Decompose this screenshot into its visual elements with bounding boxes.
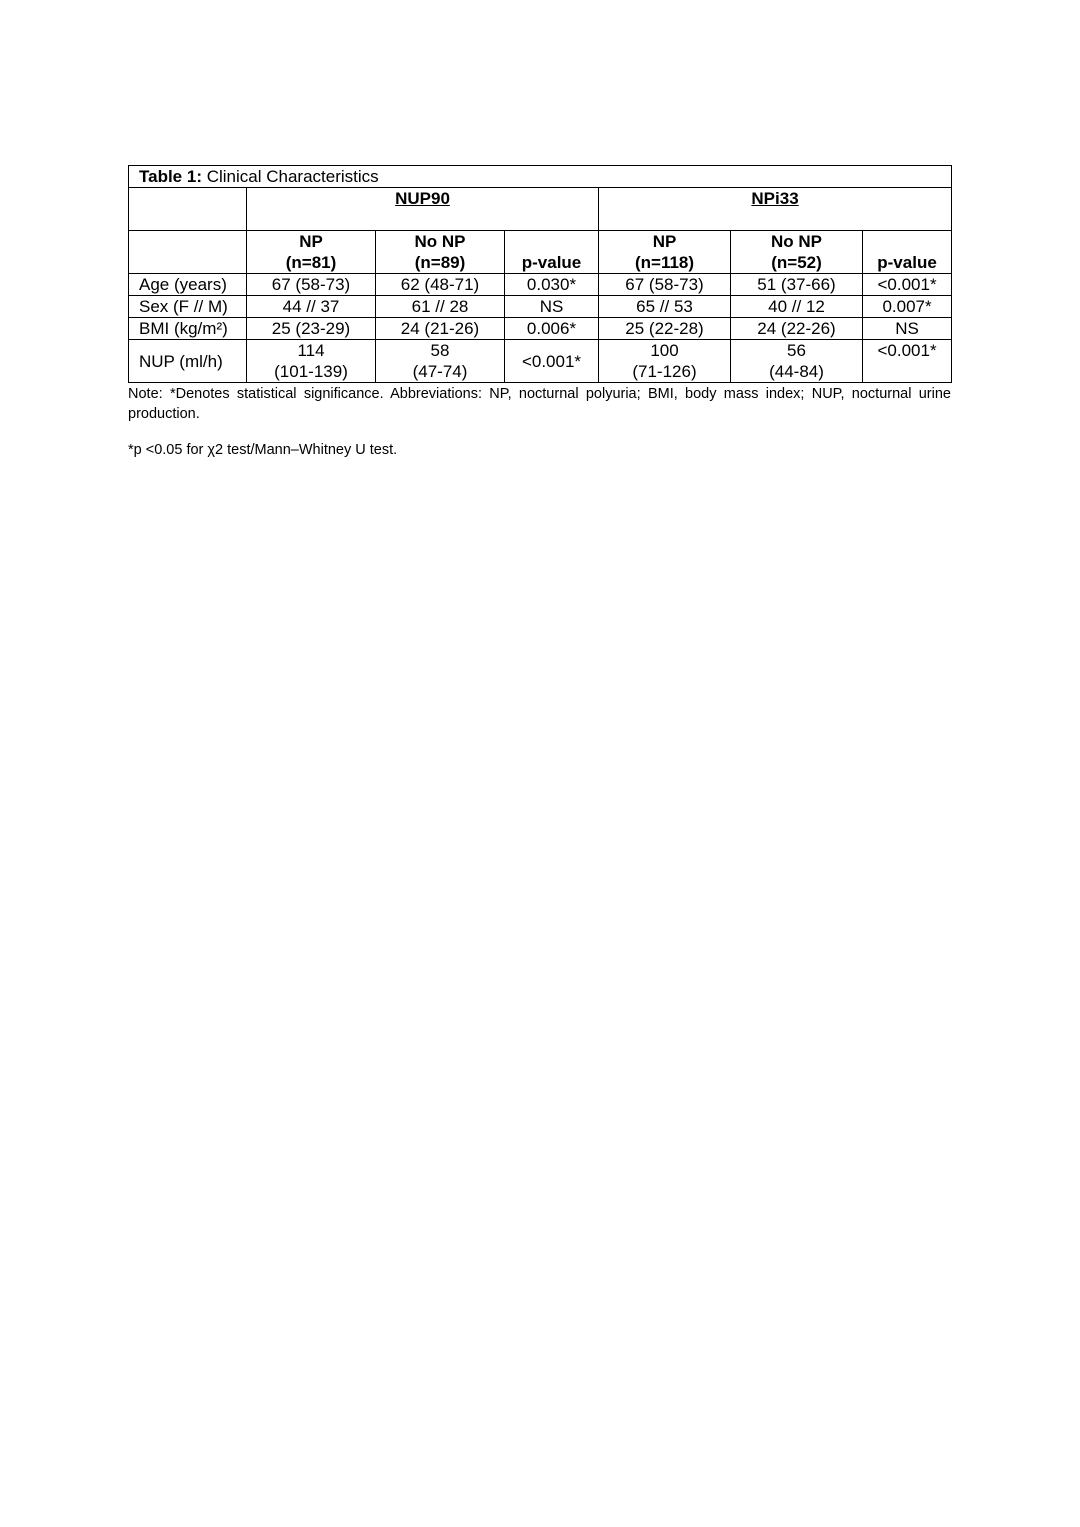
group-header-npi33: NPi33 (599, 188, 952, 231)
table-cell: 61 // 28 (376, 296, 505, 318)
row-label: NUP (ml/h) (129, 340, 247, 383)
clinical-characteristics-table (128, 165, 952, 383)
subheader-np-nup90: NP (n=81) (247, 231, 376, 274)
table-cell: 56 (44-84) (731, 340, 863, 383)
group-header-nup90: NUP90 (247, 188, 599, 231)
table-row-age (129, 274, 952, 296)
table-cell: 58 (47-74) (376, 340, 505, 383)
table-cell: 67 (58-73) (247, 274, 376, 296)
table-cell: 0.007* (863, 296, 952, 318)
table-row-sex (129, 296, 952, 318)
table-cell: <0.001* (863, 340, 952, 383)
table-cell: 67 (58-73) (599, 274, 731, 296)
table-cell: 44 // 37 (247, 296, 376, 318)
table-row-bmi (129, 318, 952, 340)
table-cell: 25 (23-29) (247, 318, 376, 340)
row-label: Sex (F // M) (129, 296, 247, 318)
table-cell: NS (505, 296, 599, 318)
table-cell: 25 (22-28) (599, 318, 731, 340)
table-cell: 114 (101-139) (247, 340, 376, 383)
subheader-pvalue-npi33: p-value (863, 231, 952, 274)
subheader-nonp-npi33: No NP (n=52) (731, 231, 863, 274)
subheader-empty-cell (129, 231, 247, 274)
table-cell: 40 // 12 (731, 296, 863, 318)
table-note: Note: *Denotes statistical significance. Abbreviations: NP, nocturnal polyuria; BMI, body mass index; NUP, nocturnal urine production. (128, 386, 951, 422)
row-label: Age (years) (129, 274, 247, 296)
significance-footnote: *p <0.05 for χ2 test/Mann–Whitney U test. (128, 442, 398, 458)
table-cell: 51 (37-66) (731, 274, 863, 296)
table-cell: 0.006* (505, 318, 599, 340)
table-cell: NS (863, 318, 952, 340)
table-cell: 24 (22-26) (731, 318, 863, 340)
table-cell: 0.030* (505, 274, 599, 296)
table-cell: 65 // 53 (599, 296, 731, 318)
table-title: Table 1: Clinical Characteristics (129, 166, 952, 188)
table-cell: <0.001* (863, 274, 952, 296)
subheader-pvalue-nup90: p-value (505, 231, 599, 274)
table-row-nup (129, 340, 952, 383)
table-cell: 100 (71-126) (599, 340, 731, 383)
row-label: BMI (kg/m²) (129, 318, 247, 340)
subheader-nonp-nup90: No NP (n=89) (376, 231, 505, 274)
table-cell: 62 (48-71) (376, 274, 505, 296)
subheader-np-npi33: NP (n=118) (599, 231, 731, 274)
document (128, 165, 951, 460)
table-cell: <0.001* (505, 340, 599, 383)
table-cell: 24 (21-26) (376, 318, 505, 340)
header-empty-cell (129, 188, 247, 231)
